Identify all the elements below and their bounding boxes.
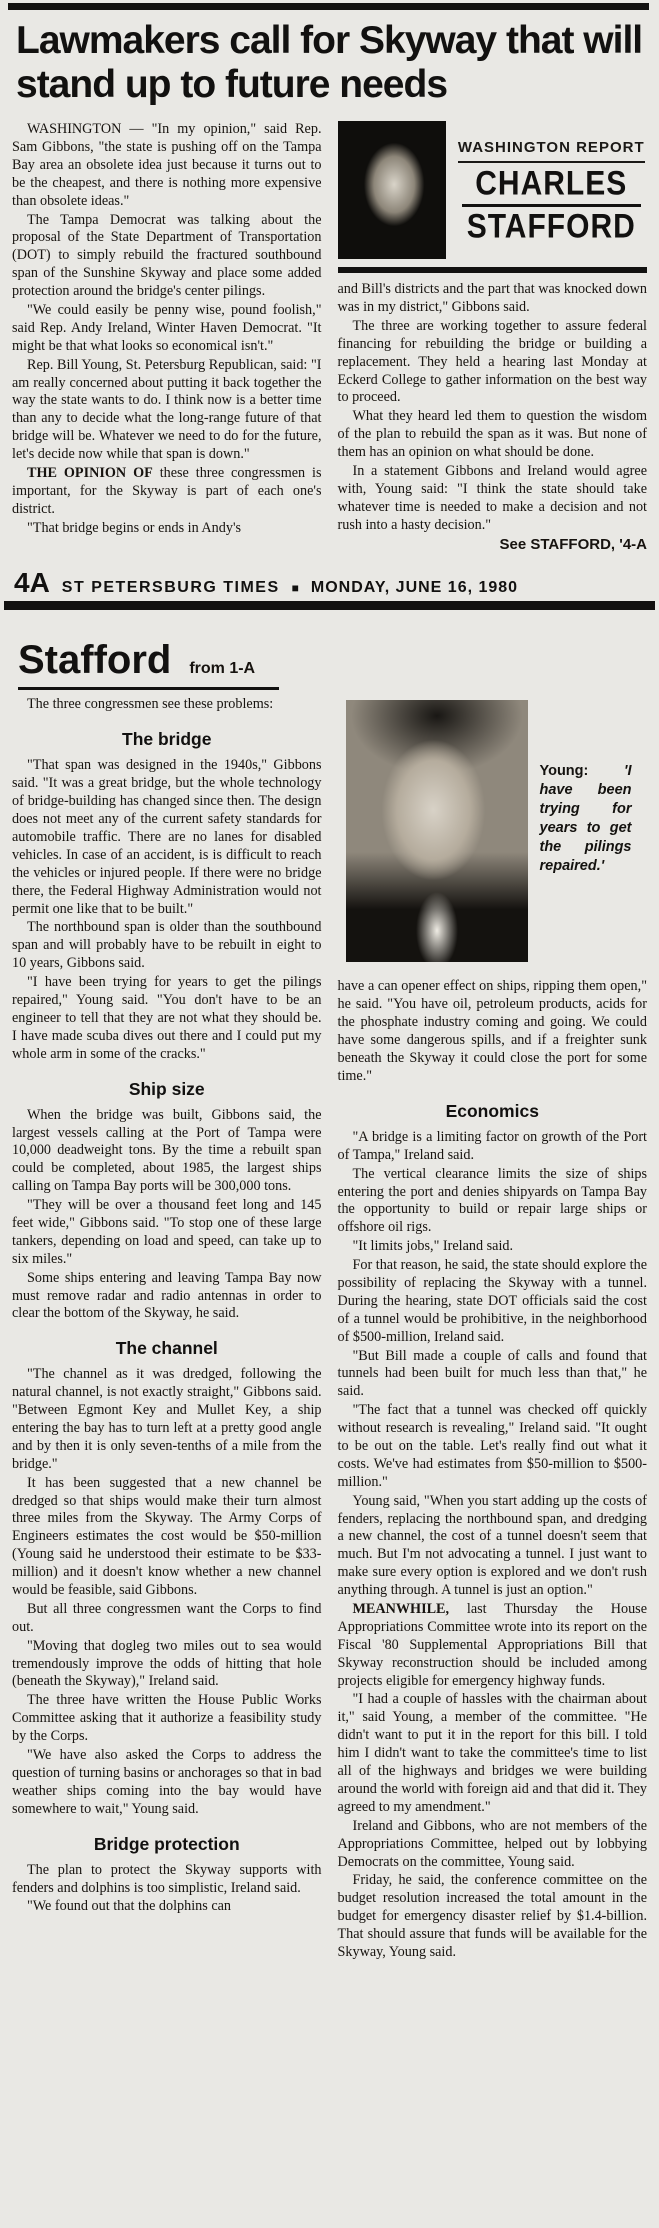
paragraph: In a statement Gibbons and Ireland would agree with, Young said: "I think the state should take whatever time is needed to make a decision and not rush into a hasty decision." — [337, 463, 647, 533]
young-photo-block — [346, 700, 648, 962]
paragraph: "But Bill made a couple of calls and found that tunnels had been built for much less than that," he said. — [337, 1347, 647, 1400]
top-article-left-column — [12, 121, 322, 555]
paragraph: For that reason, he said, the state should explore the possibility of replacing the Skyway with a tunnel. During the hearing, state DOT officials said the cost of a tunnel would be prohibitive, in the neighborhood of $500-million, Ireland said. — [337, 1257, 647, 1345]
paragraph: "That span was designed in the 1940s," Gibbons said. "It was a great bridge, but the whole technology of bridge-building has changed since then. The design does not meet any of the current safety standards for automobile traffic. There are no lanes for disabled vehicles. In case of an accident, is is difficult to reach the vehicles or injured people. If there were no bridge there, the Federal Highway Administration would not permit one like that to be built." — [12, 757, 322, 917]
masthead-thick-rule — [4, 601, 655, 610]
caption-quote: 'I have been trying for years to get the pilings repaired.' — [539, 763, 632, 874]
paragraph: "Moving that dogleg two miles out to sea would tremendously improve the odds of hitting that hole (beneath the Skyway)," Ireland said. — [12, 1637, 322, 1690]
jump-right-column — [338, 696, 648, 1962]
paragraph: "We could easily be penny wise, pound foolish," said Rep. Andy Ireland, Winter Haven Democrat. "It might be that what looks so economical isn't." — [12, 302, 322, 354]
paragraph: The vertical clearance limits the size of ships entering the port and denies shipyards on Tampa Bay the opportunity to build or repair large ships or offshore oil rigs. — [337, 1165, 647, 1236]
kicker-rule — [458, 161, 646, 163]
name-rule — [462, 204, 642, 207]
paragraph: "They will be over a thousand feet long and 145 feet wide," Gibbons said. "To stop one of these large tankers, depending on load and speed, can take up to six miles." — [12, 1197, 322, 1267]
paragraph — [338, 1601, 648, 1690]
paragraph: But all three congressmen want the Corps to find out. — [12, 1600, 322, 1635]
paragraph: "It limits jobs," Ireland said. — [352, 1238, 514, 1255]
jump-article-columns — [0, 696, 659, 1962]
paragraph: The three have written the House Public Works Committee asking that it authorize a feasibility study by the Corps. — [12, 1692, 322, 1745]
top-border-rule — [8, 3, 649, 10]
paragraph: WASHINGTON — "In my opinion," said Rep. Sam Gibbons, "the state is pushing off on the Tampa Bay area an obsolete idea just because it turns out to be the cheapest, and there is nothing more expensive than obsolete ideas." — [12, 121, 322, 209]
columnist-logo — [456, 121, 648, 259]
jump-article-header — [0, 610, 659, 696]
paragraph: "A bridge is a limiting factor on growth of the Port of Tampa," Ireland said. — [337, 1128, 647, 1163]
columnist-kicker: WASHINGTON REPORT — [457, 138, 645, 156]
young-portrait-photo — [346, 700, 528, 962]
section-heading-economics: Economics — [445, 1100, 539, 1121]
paragraph: It has been suggested that a new channel be dredged so that ships would make their turn almost three miles from the Skyway. The Army Corps of Engineers estimates the cost would be $50-million (Young said he understood their estimate to be $33-million) and it doesn't know whether a new channel would be feasible, said Gibbons. — [12, 1474, 322, 1599]
columnist-box — [338, 121, 648, 273]
photo-caption — [540, 700, 632, 962]
paragraph: The northbound span is older than the southbound span and will probably have to be rebuilt in eight to 10 years, Gibbons said. — [12, 919, 322, 972]
paragraph-text: last Thursday the House Appropriations Committee wrote into its report on the Fiscal '80 Supplemental Appropriations Bill that Skyway reconstruction should be included among projects eligible for emergency highway funds. — [337, 1601, 647, 1689]
paragraph: Rep. Bill Young, St. Petersburg Republican, said: "I am really concerned about putting it back together the way the state wants to do. I think now is a better time than any to decide what the long-range future of that bridge will be. Whatever we need to do for the future, let's decide now while that span is down." — [12, 356, 322, 463]
jump-continued-from: from 1-A — [189, 660, 256, 678]
paragraph: The Tampa Democrat was talking about the proposal of the State Department of Transportation (DOT) to simply rebuild the fractured southbound span of the Sunshine Skyway and place some added protection around the bridge's center pilings. — [12, 211, 322, 300]
section-heading-bridge: The bridge — [122, 729, 212, 750]
paragraph-text: these three congressmen is important, for the Skyway is part of each one's district. — [12, 465, 322, 517]
section-heading-ship-size: Ship size — [128, 1078, 205, 1099]
article-headline: Lawmakers call for Skyway that will stand up to future needs — [16, 19, 643, 107]
paragraph: The plan to protect the Skyway supports with fenders and dolphins is too simplistic, Ireland said. — [12, 1861, 322, 1896]
paragraph: Young said, "When you start adding up the costs of fenders, replacing the northbound span, and dredging a new channel, the cost of a tunnel doesn't seem that much. But I'm not advocating a tunnel. I just want to make sure every option is explored and we don't rush anything through. A tunnel is just an option." — [337, 1492, 647, 1599]
paragraph: The three congressmen see these problems: — [27, 696, 274, 713]
top-article-right-column — [338, 121, 648, 555]
bottom-padding — [0, 1963, 659, 1977]
columnist-last-name: STAFFORD — [466, 207, 636, 245]
paragraph: Ireland and Gibbons, who are not members of the Appropriations Committee, helped out by lobbying Democrats on the committee, Young said. — [337, 1817, 647, 1870]
paragraph: Friday, he said, the conference committee on the budget resolution increased the total amount in the budget for emergency disaster relief by $1.4-billion. That should assure that funds will be available for the Skyway, Young said. — [337, 1872, 647, 1960]
columnist-first-name: CHARLES — [475, 164, 628, 202]
paragraph: "The channel as it was dredged, following the natural channel, is not exactly straight," Gibbons said. "Between Egmont Key and Mullet Key, a ship entering the bay has to turn left at a pretty good angle and by then it is only seven-tenths of a mile from the bridge." — [12, 1366, 322, 1472]
section-heading-bridge-protection: Bridge protection — [93, 1833, 240, 1854]
masthead-paper-name: ST PETERSBURG TIMES — [61, 579, 280, 597]
paragraph: "I had a couple of hassles with the chairman about it," said Young, a member of the committee. "He didn't want to put it in the report for this bill. I told him I didn't want to take the committee's time to list all of the highways and bridges we were building around the world with foreign aid and that did it. They agreed to my amendment." — [337, 1691, 647, 1815]
paragraph: and Bill's districts and the part that was knocked down was in my district," Gibbons said. — [337, 281, 647, 316]
paragraph: have a can opener effect on ships, ripping them open," he said. "You have oil, petroleum products, acids for the phosphate industry coming and going. We could have some dangerous spills, and if a freighter sunk beneath the Skyway it could close the port for some time." — [337, 978, 647, 1084]
paragraph: "The fact that a tunnel was checked off quickly without research is revealing," Ireland said. "It ought to be out on the table. Let's really find out what it costs. We've had estimates from $50-million to $500-million." — [337, 1402, 647, 1490]
jump-article-header-underline — [18, 638, 279, 690]
masthead-date: MONDAY, JUNE 16, 1980 — [310, 579, 519, 597]
top-article-columns — [0, 121, 659, 555]
paragraph — [12, 465, 322, 519]
paragraph: When the bridge was built, Gibbons said, the largest vessels calling at the Port of Tampa were 10,000 deadweight tons. By the time a rebuilt span could be completed, about 1985, the largest ships calling on Tampa Bay ports will be 300,000 tons. — [12, 1106, 322, 1195]
jump-article-title: Stafford — [18, 638, 172, 683]
paragraph: "I have been trying for years to get the pilings repaired," Young said. "You don't have to be an engineer to tell that they are not what they should be. I have made scuba dives out there and I could put my whole arm in some of the cracks." — [12, 974, 322, 1062]
filled-square-icon: ■ — [291, 581, 299, 596]
stafford-headshot-photo — [338, 121, 446, 259]
masthead-page-number: 4A — [14, 567, 50, 599]
paragraph: "That bridge begins or ends in Andy's — [27, 519, 242, 536]
section-heading-channel: The channel — [115, 1338, 218, 1359]
paragraph: The three are working together to assure federal financing for rebuilding the bridge or building a replacement. They held a hearing last Monday at Eckerd College to gather information on the best way to proceed. — [337, 317, 647, 406]
caption-speaker: Young: — [539, 763, 589, 780]
bold-lead-in: MEANWHILE, — [352, 1601, 450, 1618]
jump-reference-line: See STAFFORD, '4-A — [499, 535, 647, 553]
masthead-band — [0, 555, 659, 599]
jump-left-column — [12, 696, 322, 1962]
bold-lead-in: THE OPINION OF — [27, 465, 153, 482]
paragraph: What they heard led them to question the wisdom of the plan to rebuild the span as it was. But none of them has an opinion on what should be done. — [337, 408, 647, 461]
paragraph: "We have also asked the Corps to address the question of turning basins or anchorages so that in bad weather ships coming into the bay would have somewhere to wait," Young said. — [12, 1747, 322, 1817]
paragraph: "We found out that the dolphins can — [27, 1898, 232, 1915]
paragraph: Some ships entering and leaving Tampa Bay now must remove radar and radio antennas in order to clear the bottom of the Skyway, he said. — [12, 1269, 322, 1322]
